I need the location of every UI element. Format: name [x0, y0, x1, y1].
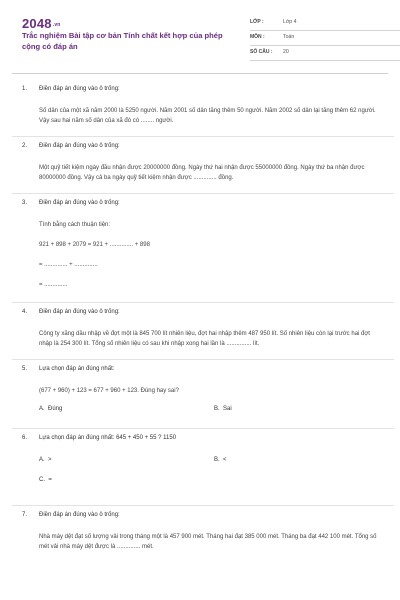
question-2: [22, 137, 384, 194]
question-prompt: Điền đáp án đúng vào ô trống:: [39, 512, 120, 518]
question-number: 5.: [22, 366, 28, 372]
option-a[interactable]: [39, 457, 52, 463]
meta-row-subject: [250, 31, 400, 46]
option-key: A.: [39, 406, 45, 412]
logo-suffix: .vn: [52, 22, 61, 28]
meta-value: 20: [283, 49, 289, 55]
question-body: Một quỹ tiết kiệm ngày đầu nhận được 20000000 đồng. Ngày thứ hai nhận được 55000000 đồng. Ngày thứ ba nhận được 80000000 đồng. Vậy cả ba ngày quỹ tiết kiệm nhận được .............. đồng.: [39, 165, 365, 181]
site-logo[interactable]: [22, 16, 61, 31]
question-6: [22, 429, 384, 506]
question-body: Số dân của một xã năm 2000 là 5250 người. Năm 2001 số dân tăng thêm 50 người. Năm 2002 số dân lại tăng thêm 62 người. Vậy sau hai năm số dân của xã đó có ........ người.: [39, 108, 376, 124]
option-b[interactable]: [214, 457, 227, 463]
option-b[interactable]: [214, 406, 232, 412]
question-number: 1.: [22, 86, 28, 92]
option-text: =: [48, 477, 52, 483]
option-key: C.: [39, 477, 45, 483]
meta-key: SỐ CÂU :: [250, 49, 273, 55]
meta-key: LỚP :: [250, 19, 264, 25]
option-a[interactable]: [39, 406, 62, 412]
answer-options: [39, 455, 384, 495]
meta-value: Lớp 4: [283, 19, 297, 25]
meta-row-class: [250, 16, 400, 31]
option-key: B.: [214, 457, 220, 463]
meta-key: MÔN :: [250, 34, 265, 40]
question-line: = ..............: [39, 282, 68, 288]
option-key: B.: [214, 406, 220, 412]
question-line: = .............. + ..............: [39, 262, 98, 268]
option-text: >: [48, 457, 52, 463]
question-list: [22, 80, 384, 552]
option-c[interactable]: [39, 477, 52, 483]
option-text: Sai: [223, 406, 232, 412]
option-key: A.: [39, 457, 45, 463]
question-number: 4.: [22, 309, 28, 315]
meta-table: [250, 16, 400, 61]
question-prompt: Lựa chọn đáp án đúng nhất:: [39, 366, 115, 372]
page-title: Trắc nghiệm Bài tập cơ bản Tính chất kết hợp của phép cộng có đáp án: [22, 31, 223, 51]
question-body: (677 + 960) + 123 = 677 + 960 + 123. Đúng hay sai?: [39, 388, 179, 394]
question-line: Tính bằng cách thuận tiện:: [39, 222, 111, 228]
meta-value: Toán: [283, 34, 295, 40]
question-prompt: Lựa chọn đáp án đúng nhất: 645 + 450 + 55 ? 1150: [39, 435, 177, 441]
question-7: [22, 506, 384, 552]
question-5: [22, 360, 384, 429]
question-number: 6.: [22, 435, 28, 441]
question-prompt: Điền đáp án đúng vào ô trống:: [39, 86, 120, 92]
logo-text: 2048: [22, 16, 52, 31]
question-prompt: Điền đáp án đúng vào ô trống:: [39, 143, 120, 149]
question-number: 7.: [22, 512, 28, 518]
question-body: Nhà máy dệt đạt số lượng vải trong tháng một là 457 900 mét. Tháng hai đạt 385 000 mét. Tháng ba đạt 442 100 mét. Tổng số mét vải nhà máy dệt được là .............. mét.: [39, 534, 377, 550]
page-header: [22, 16, 382, 64]
meta-row-count: [250, 46, 400, 61]
answer-options: [39, 404, 384, 418]
question-prompt: Điền đáp án đúng vào ô trống:: [39, 200, 120, 206]
question-1: [22, 80, 384, 137]
question-number: 2.: [22, 143, 28, 149]
option-text: <: [223, 457, 227, 463]
question-number: 3.: [22, 200, 28, 206]
question-3: [22, 194, 384, 303]
question-body: Công ty xăng dầu nhập về đợt một là 845 700 lít nhiên liệu, đợt hai nhập thêm 487 950 lít. Số nhiên liệu còn lại trước hai đợt nhập là 254 300 lít. Tổng số nhiên liệu có sau khi nhập xong hai lần là ............... lít.: [39, 331, 370, 347]
header-divider: [12, 73, 388, 74]
question-body: [39, 220, 384, 292]
question-4: [22, 303, 384, 360]
question-line: 921 + 898 + 2079 = 921 + .............. + 898: [39, 242, 150, 248]
question-prompt: Điền đáp án đúng vào ô trống:: [39, 309, 120, 315]
option-text: Đúng: [48, 406, 63, 412]
